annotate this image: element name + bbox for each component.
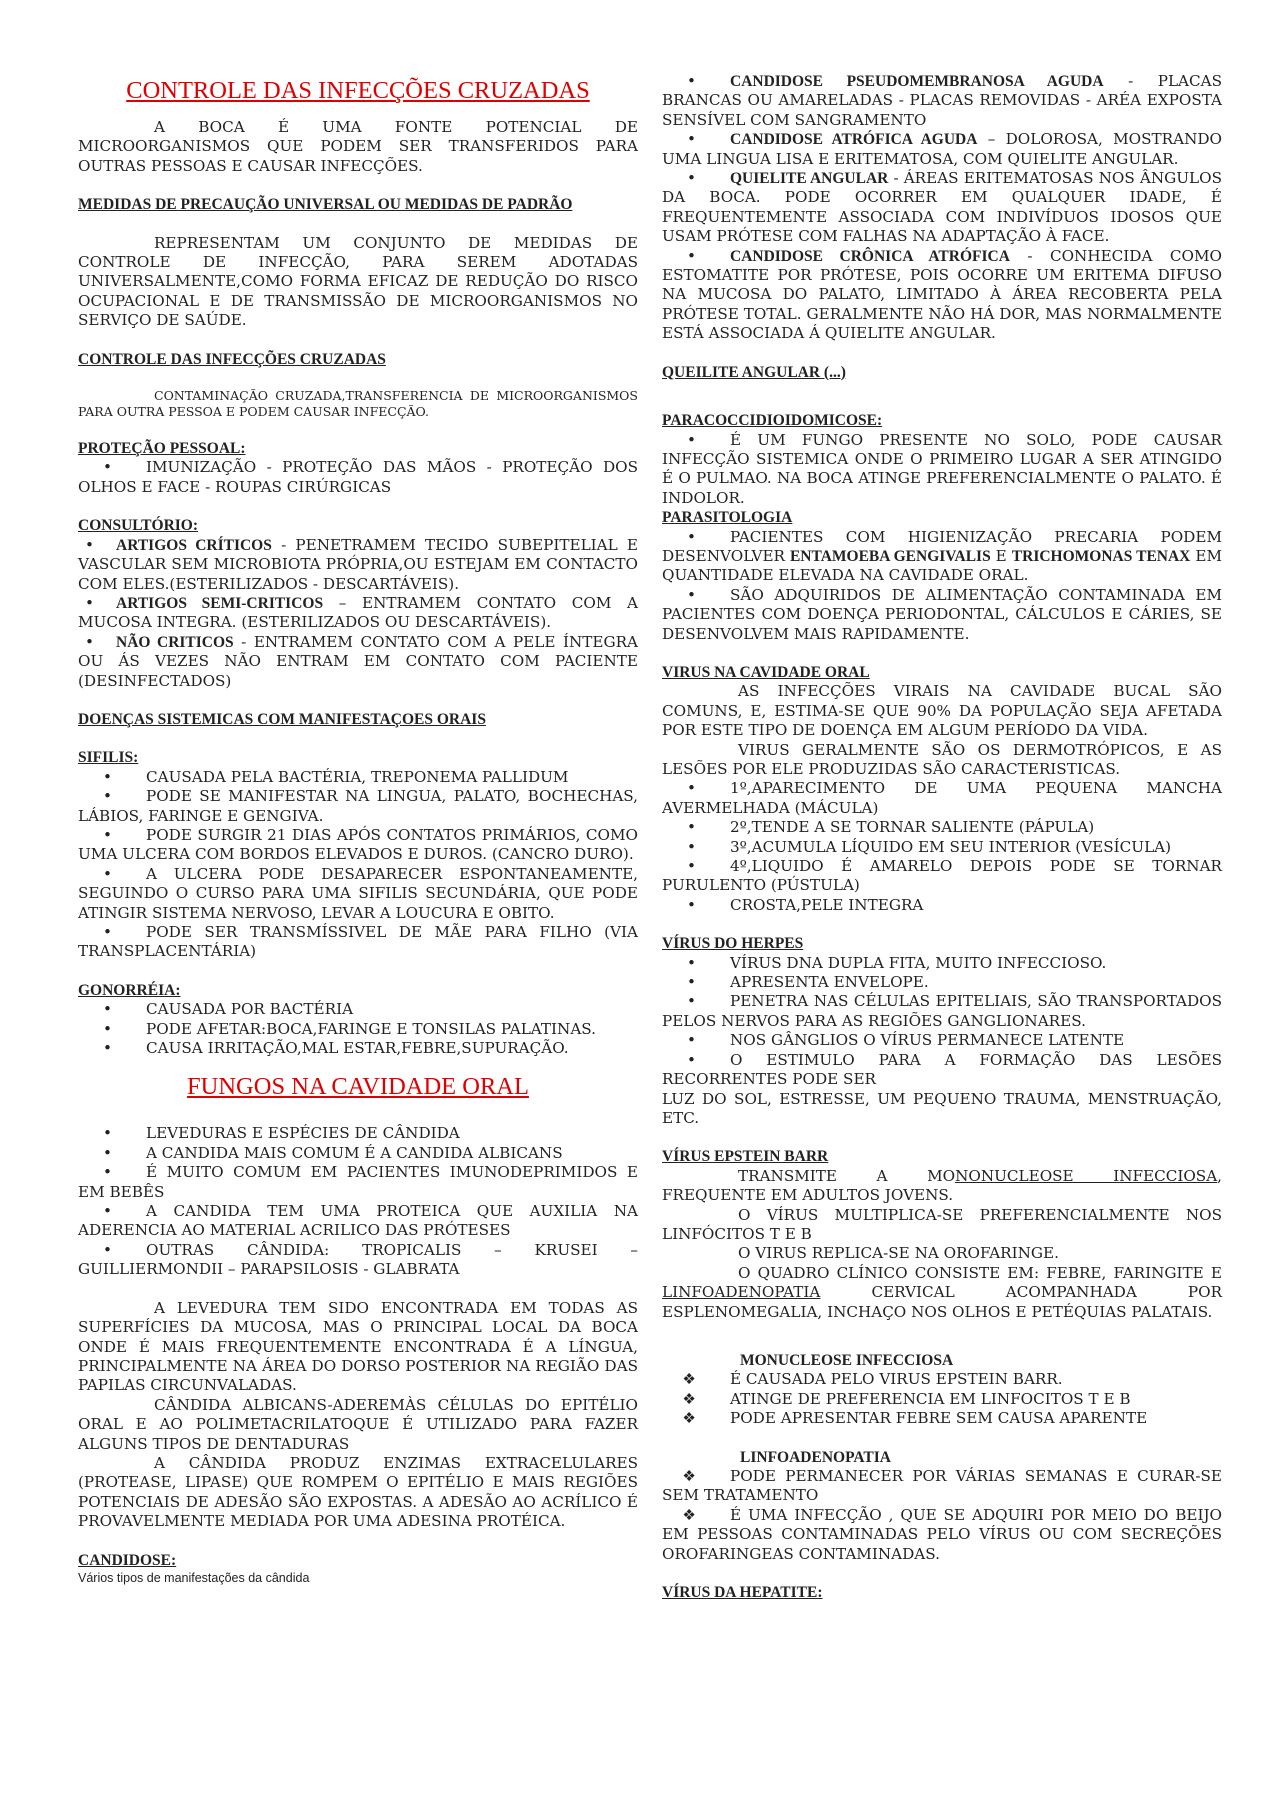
- bullet-icon: [78, 768, 146, 787]
- list-item: ❖É CAUSADA PELO VIRUS EPSTEIN BARR.: [662, 1370, 1222, 1389]
- left-column: [78, 72, 638, 1586]
- list-item: ❖PODE PERMANECER POR VÁRIAS SEMANAS E CURAR-SE SEM TRATAMENTO: [662, 1467, 1222, 1506]
- list-item: •PODE SURGIR 21 DIAS APÓS CONTATOS PRIMÁRIOS, COMO UMA ULCERA COM BORDOS ELEVADOS E DUROS. (CANCRO DURO).: [78, 826, 638, 865]
- bullet-icon: [78, 633, 116, 652]
- bullet-icon: [78, 1124, 146, 1143]
- list-item: •1º,APARECIMENTO DE UMA PEQUENA MANCHA AVERMELHADA (MÁCULA): [662, 779, 1222, 818]
- list-item: •A CANDIDA TEM UMA PROTEICA QUE AUXILIA NA ADERENCIA AO MATERIAL ACRILICO DAS PRÓTESES: [78, 1202, 638, 1241]
- list-item: •NOS GÂNGLIOS O VÍRUS PERMANECE LATENTE: [662, 1031, 1222, 1050]
- epstein-paragraph-2: O VÍRUS MULTIPLICA-SE PREFERENCIALMENTE NOS LINFÓCITOS T E B: [662, 1205, 1222, 1243]
- heading-doencas: DOENÇAS SISTEMICAS COM MANIFESTAÇOES ORAIS: [78, 710, 486, 728]
- list-item: •CAUSA IRRITAÇÃO,MAL ESTAR,FEBRE,SUPURAÇÃO.: [78, 1039, 638, 1058]
- bullet-icon: [78, 458, 146, 477]
- heading-consultorio: CONSULTÓRIO:: [78, 517, 199, 535]
- heading-candidose: CANDIDOSE:: [78, 1551, 177, 1569]
- bullet-icon: [662, 130, 730, 149]
- heading-parasitologia: PARASITOLOGIA: [662, 509, 793, 527]
- heading-linfoadenopatia: LINFOADENOPATIA: [740, 1448, 891, 1466]
- diamond-bullet-icon: [662, 1370, 730, 1389]
- list-item: ❖PODE APRESENTAR FEBRE SEM CAUSA APARENTE: [662, 1409, 1222, 1428]
- enzimas-paragraph: A CÂNDIDA PRODUZ ENZIMAS EXTRACELULARES (PROTEASE, LIPASE) QUE ROMPEM O EPITÉLIO E MAIS REGIÕES POTENCIAIS DE ADESÃO SÃO EXPOSTAS. A ADESÃO AO ACRÍLICO É PROVAVELMENTE MEDIADA POR UMA ADESINA PROTÉICA.: [78, 1453, 638, 1531]
- epstein-paragraph-3: O VIRUS REPLICA-SE NA OROFARINGE.: [738, 1244, 1059, 1263]
- bullet-icon: [662, 779, 730, 798]
- list-item: ❖ATINGE DE PREFERENCIA EM LINFOCITOS T E B: [662, 1390, 1222, 1409]
- list-item: •CAUSADA PELA BACTÉRIA, TREPONEMA PALLIDUM: [78, 768, 638, 787]
- bullet-icon: [662, 169, 730, 188]
- list-item: •CANDIDOSE CRÔNICA ATRÓFICA - CONHECIDA COMO ESTOMATITE POR PRÓTESE, POIS OCORRE UM ERITEMA DIFUSO NA MUCOSA DO PALATO, LIMITADO À ÁREA RECOBERTA PELA PRÓTESE TOTAL. GERALMENTE NÃO HÁ DOR, MAS NORMALMENTE ESTÁ ASSOCIADA Á QUIELITE ANGULAR.: [662, 247, 1222, 344]
- list-item: •PODE SER TRANSMÍSSIVEL DE MÃE PARA FILHO (VIA TRANSPLACENTÁRIA): [78, 923, 638, 962]
- list-item: •APRESENTA ENVELOPE.: [662, 973, 1222, 992]
- list-item: •CANDIDOSE ATRÓFICA AGUDA – DOLOROSA, MOSTRANDO UMA LINGUA LISA E ERITEMATOSA, COM QUIELITE ANGULAR.: [662, 130, 1222, 169]
- levedura-paragraph: A LEVEDURA TEM SIDO ENCONTRADA EM TODAS AS SUPERFÍCIES DA MUCOSA, MAS O PRINCIPAL LOCAL DA BOCA ONDE É MAIS FREQUENTEMENTE ENCONTRADA É A LÍNGUA, PRINCIPALMENTE NA ÁREA DO DORSO POSTERIOR NA REGIÃO DAS PAPILAS CIRCUNVALADAS.: [78, 1298, 638, 1395]
- heading-sifilis: SIFILIS:: [78, 749, 139, 767]
- epstein-paragraph-4: O QUADRO CLÍNICO CONSISTE EM: FEBRE, FARINGITE E LINFOADENOPATIA CERVICAL ACOMPANHADA POR ESPLENOMEGALIA, INCHAÇO NOS OLHOS E PETÉQUIAS PALATAIS.: [662, 1263, 1222, 1321]
- right-column: [662, 72, 1222, 1602]
- bullet-icon: [662, 72, 730, 91]
- bullet-icon: [662, 1051, 730, 1070]
- bullet-icon: [662, 992, 730, 1011]
- bullet-icon: [78, 923, 146, 942]
- list-item: •QUIELITE ANGULAR - ÁREAS ERITEMATOSAS NOS ÂNGULOS DA BOCA. PODE OCORRER EM QUALQUER IDADE, É FREQUENTEMENTE ASSOCIADA COM INDIVÍDUOS IDOSOS QUE USAM PRÓTESE COM FALHAS NA ADAPTAÇÃO À FACE.: [662, 169, 1222, 247]
- bullet-icon: [78, 1039, 146, 1058]
- bullet-icon: [662, 818, 730, 837]
- heading-herpes: VÍRUS DO HERPES: [662, 935, 804, 953]
- list-item: •CROSTA,PELE INTEGRA: [662, 896, 1222, 915]
- list-item: •IMUNIZAÇÃO - PROTEÇÃO DAS MÃOS - PROTEÇÃO DOS OLHOS E FACE - ROUPAS CIRÚRGICAS: [78, 458, 638, 497]
- heading-controle: CONTROLE DAS INFECÇÕES CRUZADAS: [78, 350, 386, 368]
- list-item: •VÍRUS DNA DUPLA FITA, MUITO INFECCIOSO.: [662, 954, 1222, 973]
- list-item: •CAUSADA POR BACTÉRIA: [78, 1000, 638, 1019]
- heading-gonorreia: GONORRÉIA:: [78, 981, 181, 999]
- bullet-icon: [662, 1031, 730, 1050]
- medidas-paragraph: REPRESENTAM UM CONJUNTO DE MEDIDAS DE CONTROLE DE INFECÇÃO, PARA SEREM ADOTADAS UNIVERSALMENTE,COMO FORMA EFICAZ DE REDUÇÃO DO RISCO OCUPACIONAL E DE TRANSMISSÃO DE MICROORGANISMOS NO SERVIÇO DE SAÚDE.: [78, 233, 638, 330]
- bullet-icon: [662, 838, 730, 857]
- heading-paracoccidioidomicose: PARACOCCIDIOIDOMICOSE:: [662, 412, 883, 430]
- diamond-bullet-icon: [662, 1390, 730, 1409]
- list-item: •OUTRAS CÂNDIDA: TROPICALIS – KRUSEI – GUILLIERMONDII – PARAPSILOSIS - GLABRATA: [78, 1241, 638, 1280]
- heading-virus: VIRUS NA CAVIDADE ORAL: [662, 663, 870, 681]
- virus-paragraph-2: VIRUS GERALMENTE SÃO OS DERMOTRÓPICOS, E AS LESÕES POR ELE PRODUZIDAS SÃO CARACTERISTICAS.: [662, 740, 1222, 778]
- list-item: •CANDIDOSE PSEUDOMEMBRANOSA AGUDA - PLACAS BRANCAS OU AMARELADAS - PLACAS REMOVIDAS - ARÉA EXPOSTA SENSÍVEL COM SANGRAMENTO: [662, 72, 1222, 130]
- bullet-icon: [662, 431, 730, 450]
- bullet-icon: [662, 973, 730, 992]
- bullet-icon: [78, 1000, 146, 1019]
- heading-epstein-barr: VÍRUS EPSTEIN BARR: [662, 1148, 829, 1166]
- section-title-fungos: FUNGOS NA CAVIDADE ORAL: [187, 1073, 529, 1101]
- list-item: •É UM FUNGO PRESENTE NO SOLO, PODE CAUSAR INFECÇÃO SISTEMICA ONDE O PRIMEIRO LUGAR A SER ATINGIDO É O PULMAO. NA BOCA ATINGE PREFERENCIALMENTE O PALATO. É INDOLOR.: [662, 431, 1222, 509]
- candidose-note: Vários tipos de manifestações da cândida: [78, 1570, 310, 1585]
- list-item: •LEVEDURAS E ESPÉCIES DE CÂNDIDA: [78, 1124, 638, 1143]
- list-item: •É MUITO COMUM EM PACIENTES IMUNODEPRIMIDOS E EM BEBÊS: [78, 1163, 638, 1202]
- diamond-bullet-icon: [662, 1409, 730, 1428]
- bullet-icon: [78, 1163, 146, 1182]
- heading-queilite: QUEILITE ANGULAR (...): [662, 363, 846, 381]
- bullet-icon: [78, 1020, 146, 1039]
- list-item: •3º,ACUMULA LÍQUIDO EM SEU INTERIOR (VESÍCULA): [662, 838, 1222, 857]
- bullet-icon: [662, 896, 730, 915]
- list-item: •SÃO ADQUIRIDOS DE ALIMENTAÇÃO CONTAMINADA EM PACIENTES COM DOENÇA PERIODONTAL, CÁLCULOS E CÁRIES, SE DESENVOLVEM MAIS RAPIDAMENTE.: [662, 586, 1222, 644]
- list-item: •2º,TENDE A SE TORNAR SALIENTE (PÁPULA): [662, 818, 1222, 837]
- heading-hepatite: VÍRUS DA HEPATITE:: [662, 1584, 823, 1602]
- list-item: •NÃO CRITICOS - ENTRAMEM CONTATO COM A PELE ÍNTEGRA OU ÁS VEZES NÃO ENTRAM EM CONTATO COM PACIENTE (DESINFECTADOS): [78, 633, 638, 691]
- epstein-paragraph-1: TRANSMITE A MONONUCLEOSE INFECCIOSA, FREQUENTE EM ADULTOS JOVENS.: [662, 1166, 1222, 1205]
- virus-paragraph-1: AS INFECÇÕES VIRAIS NA CAVIDADE BUCAL SÃO COMUNS, E, ESTIMA-SE QUE 90% DA POPULAÇÃO SEJA AFETADA POR ESTE TIPO DE DOENÇA EM ALGUM PERÍODO DA VIDA.: [662, 682, 1222, 740]
- heading-protecao: PROTEÇÃO PESSOAL:: [78, 440, 246, 458]
- herpes-continuation: LUZ DO SOL, ESTRESSE, UM PEQUENO TRAUMA, MENSTRUAÇÃO, ETC.: [662, 1089, 1222, 1127]
- heading-medidas: MEDIDAS DE PRECAUÇÃO UNIVERSAL OU MEDIDAS DE PADRÃO: [78, 196, 573, 214]
- list-item: ❖É UMA INFECÇÃO , QUE SE ADQUIRI POR MEIO DO BEIJO EM PESSOAS CONTAMINADAS PELO VÍRUS OU COM SECREÇÕES OROFARINGEAS CONTAMINADAS.: [662, 1506, 1222, 1564]
- list-item: •O ESTIMULO PARA A FORMAÇÃO DAS LESÕES RECORRENTES PODE SER: [662, 1051, 1222, 1090]
- diamond-bullet-icon: [662, 1467, 730, 1486]
- list-item: •PODE SE MANIFESTAR NA LINGUA, PALATO, BOCHECHAS, LÁBIOS, FARINGE E GENGIVA.: [78, 787, 638, 826]
- bullet-icon: [78, 826, 146, 845]
- bullet-icon: [662, 247, 730, 266]
- bullet-icon: [78, 1202, 146, 1221]
- bullet-icon: [662, 857, 730, 876]
- bullet-icon: [662, 528, 730, 547]
- list-item: •PODE AFETAR:BOCA,FARINGE E TONSILAS PALATINAS.: [78, 1020, 638, 1039]
- bullet-icon: [78, 1241, 146, 1260]
- bullet-icon: [662, 586, 730, 605]
- bullet-icon: [662, 954, 730, 973]
- bullet-icon: [78, 536, 116, 555]
- heading-mononucleose: MONUCLEOSE INFECCIOSA: [740, 1351, 954, 1369]
- list-item: •A CANDIDA MAIS COMUM É A CANDIDA ALBICANS: [78, 1144, 638, 1163]
- intro-paragraph: A BOCA É UMA FONTE POTENCIAL DE MICROORGANISMOS QUE PODEM SER TRANSFERIDOS PARA OUTRAS PESSOAS E CAUSAR INFECÇÕES.: [78, 118, 638, 175]
- bullet-icon: [78, 594, 116, 613]
- controle-paragraph: CONTAMINAÇÃO CRUZADA,TRANSFERENCIA DE MICROORGANISMOS PARA OUTRA PESSOA E PODEM CAUSAR INFECÇÃO.: [78, 388, 638, 420]
- diamond-bullet-icon: [662, 1506, 730, 1525]
- bullet-icon: [78, 865, 146, 884]
- bullet-icon: [78, 787, 146, 806]
- list-item: •ARTIGOS CRÍTICOS - PENETRAMEM TECIDO SUBEPITELIAL E VASCULAR SEM MICROBIOTA PRÓPRIA,OU ESTEJAM EM CONTACTO COM ELES.(ESTERILIZADOS - DESCARTÁVEIS).: [78, 536, 638, 594]
- bullet-icon: [78, 1144, 146, 1163]
- albicans-paragraph: CÂNDIDA ALBICANS-ADEREMÀS CÉLULAS DO EPITÉLIO ORAL E AO POLIMETACRILATOQUE É UTILIZADO PARA FAZER ALGUNS TIPOS DE DENTADURAS: [78, 1395, 638, 1453]
- page-title: CONTROLE DAS INFECÇÕES CRUZADAS: [126, 77, 590, 104]
- list-item: •PENETRA NAS CÉLULAS EPITELIAIS, SÃO TRANSPORTADOS PELOS NERVOS PARA AS REGIÕES GANGLIONARES.: [662, 992, 1222, 1031]
- list-item: •ARTIGOS SEMI-CRITICOS – ENTRAMEM CONTATO COM A MUCOSA INTEGRA. (ESTERILIZADOS OU DESCARTÁVEIS).: [78, 594, 638, 633]
- list-item: •4º,LIQUIDO É AMARELO DEPOIS PODE SE TORNAR PURULENTO (PÚSTULA): [662, 857, 1222, 896]
- list-item: •PACIENTES COM HIGIENIZAÇÃO PRECARIA PODEM DESENVOLVER ENTAMOEBA GENGIVALIS E TRICHOMONAS TENAX EM QUANTIDADE ELEVADA NA CAVIDADE ORAL.: [662, 528, 1222, 586]
- list-item: •A ULCERA PODE DESAPARECER ESPONTANEAMENTE, SEGUINDO O CURSO PARA UMA SIFILIS SECUNDÁRIA, QUE PODE ATINGIR SISTEMA NERVOSO, LEVAR A LOUCURA E OBITO.: [78, 865, 638, 923]
